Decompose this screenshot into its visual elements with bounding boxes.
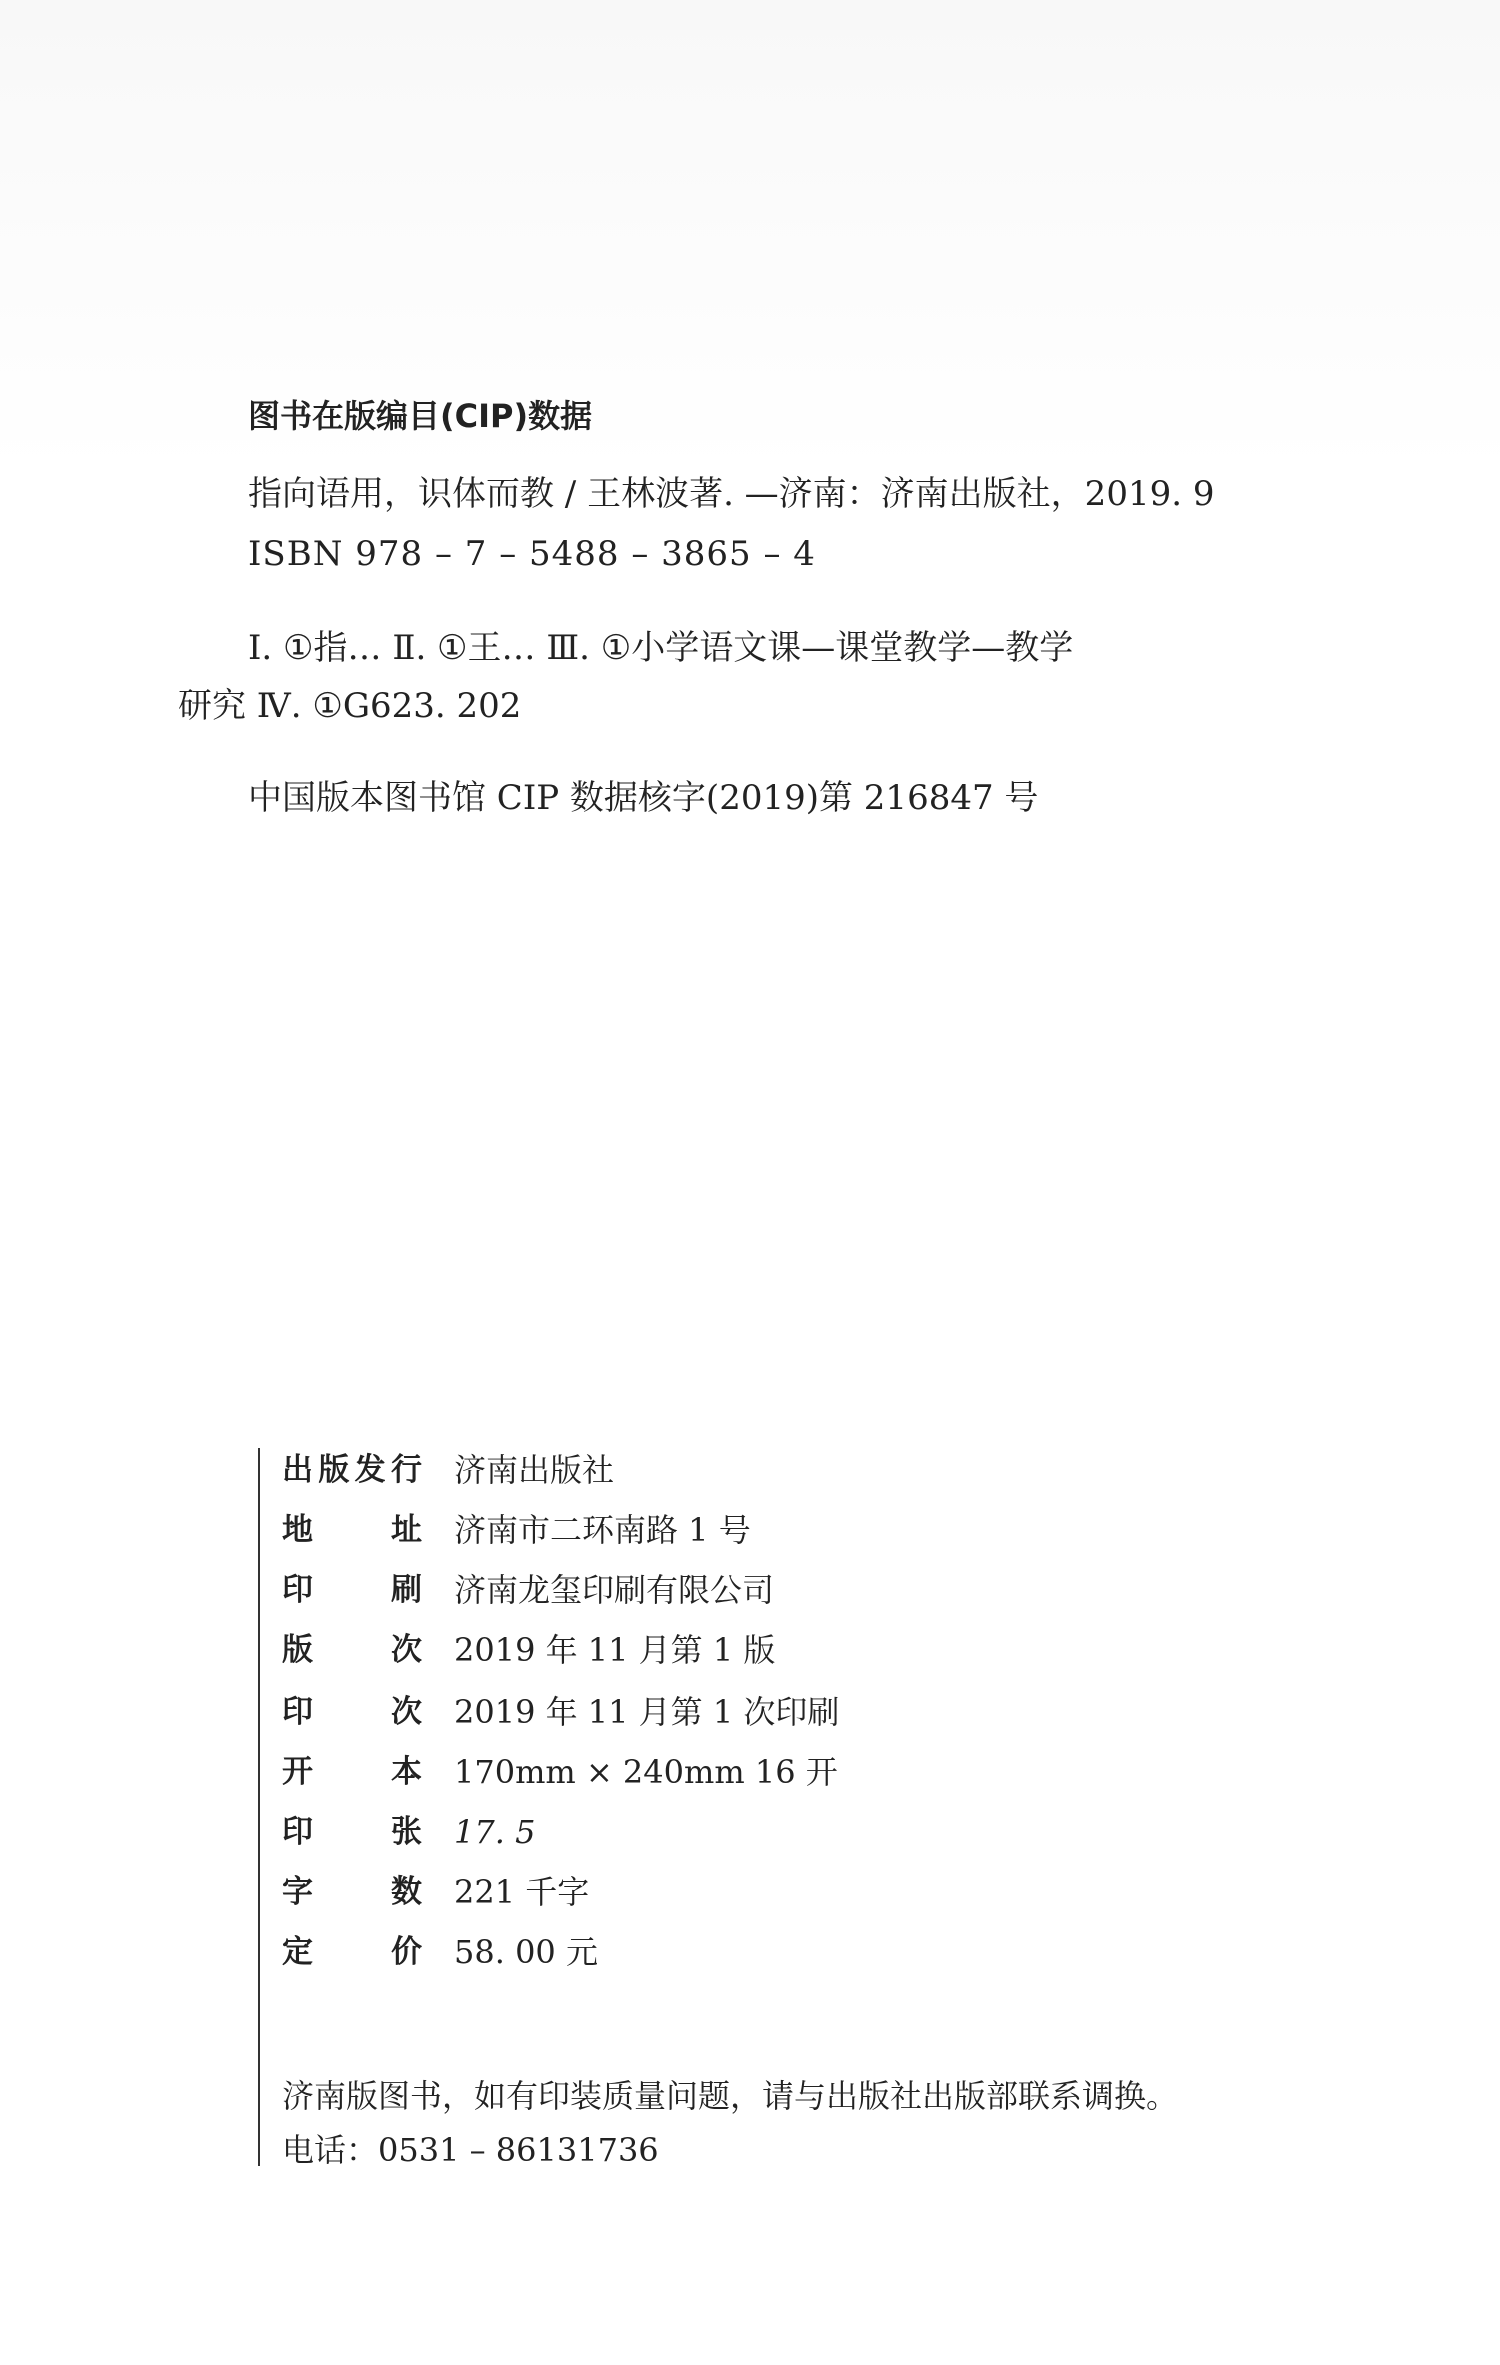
imprint-label: 印刷 xyxy=(282,1572,422,1608)
imprint-label: 开本 xyxy=(282,1754,422,1790)
imprint-label: 定价 xyxy=(282,1934,422,1970)
contact-phone: 电话：0531 – 86131736 xyxy=(282,2131,659,2169)
imprint-value: 17. 5 xyxy=(454,1813,536,1851)
quality-notice: 济南版图书，如有印装质量问题，请与出版社出版部联系调换。 xyxy=(282,2077,1179,2115)
cip-classification-line-1: Ⅰ. ①指… Ⅱ. ①王… Ⅲ. ①小学语文课—课堂教学—教学 xyxy=(248,628,1074,668)
imprint-label: 地址 xyxy=(282,1512,422,1548)
imprint-value: 济南龙玺印刷有限公司 xyxy=(454,1571,775,1609)
imprint-value: 济南出版社 xyxy=(454,1451,615,1489)
imprint-label: 出版发行 xyxy=(282,1452,422,1488)
cip-record-number: 中国版本图书馆 CIP 数据核字(2019)第 216847 号 xyxy=(248,778,1039,818)
imprint-section xyxy=(258,1448,1258,2178)
cip-classification-line-2: 研究 Ⅳ. ①G623. 202 xyxy=(178,686,522,726)
imprint-value: 2019 年 11 月第 1 次印刷 xyxy=(454,1693,840,1731)
imprint-label: 版次 xyxy=(282,1632,422,1668)
cip-title-line: 指向语用，识体而教 / 王林波著. —济南：济南出版社，2019. 9 xyxy=(248,474,1215,514)
imprint-value: 58. 00 元 xyxy=(454,1933,598,1971)
cip-isbn: ISBN 978 – 7 – 5488 – 3865 – 4 xyxy=(248,534,816,574)
imprint-label: 字数 xyxy=(282,1874,422,1910)
imprint-value: 济南市二环南路 1 号 xyxy=(454,1511,751,1549)
cip-heading: 图书在版编目(CIP)数据 xyxy=(248,397,593,435)
imprint-value: 2019 年 11 月第 1 版 xyxy=(454,1631,776,1669)
imprint-value: 170mm × 240mm 16 开 xyxy=(454,1753,838,1791)
imprint-value: 221 千字 xyxy=(454,1873,590,1911)
imprint-label: 印次 xyxy=(282,1694,422,1730)
imprint-vertical-rule xyxy=(258,1448,260,2166)
imprint-label: 印张 xyxy=(282,1814,422,1850)
